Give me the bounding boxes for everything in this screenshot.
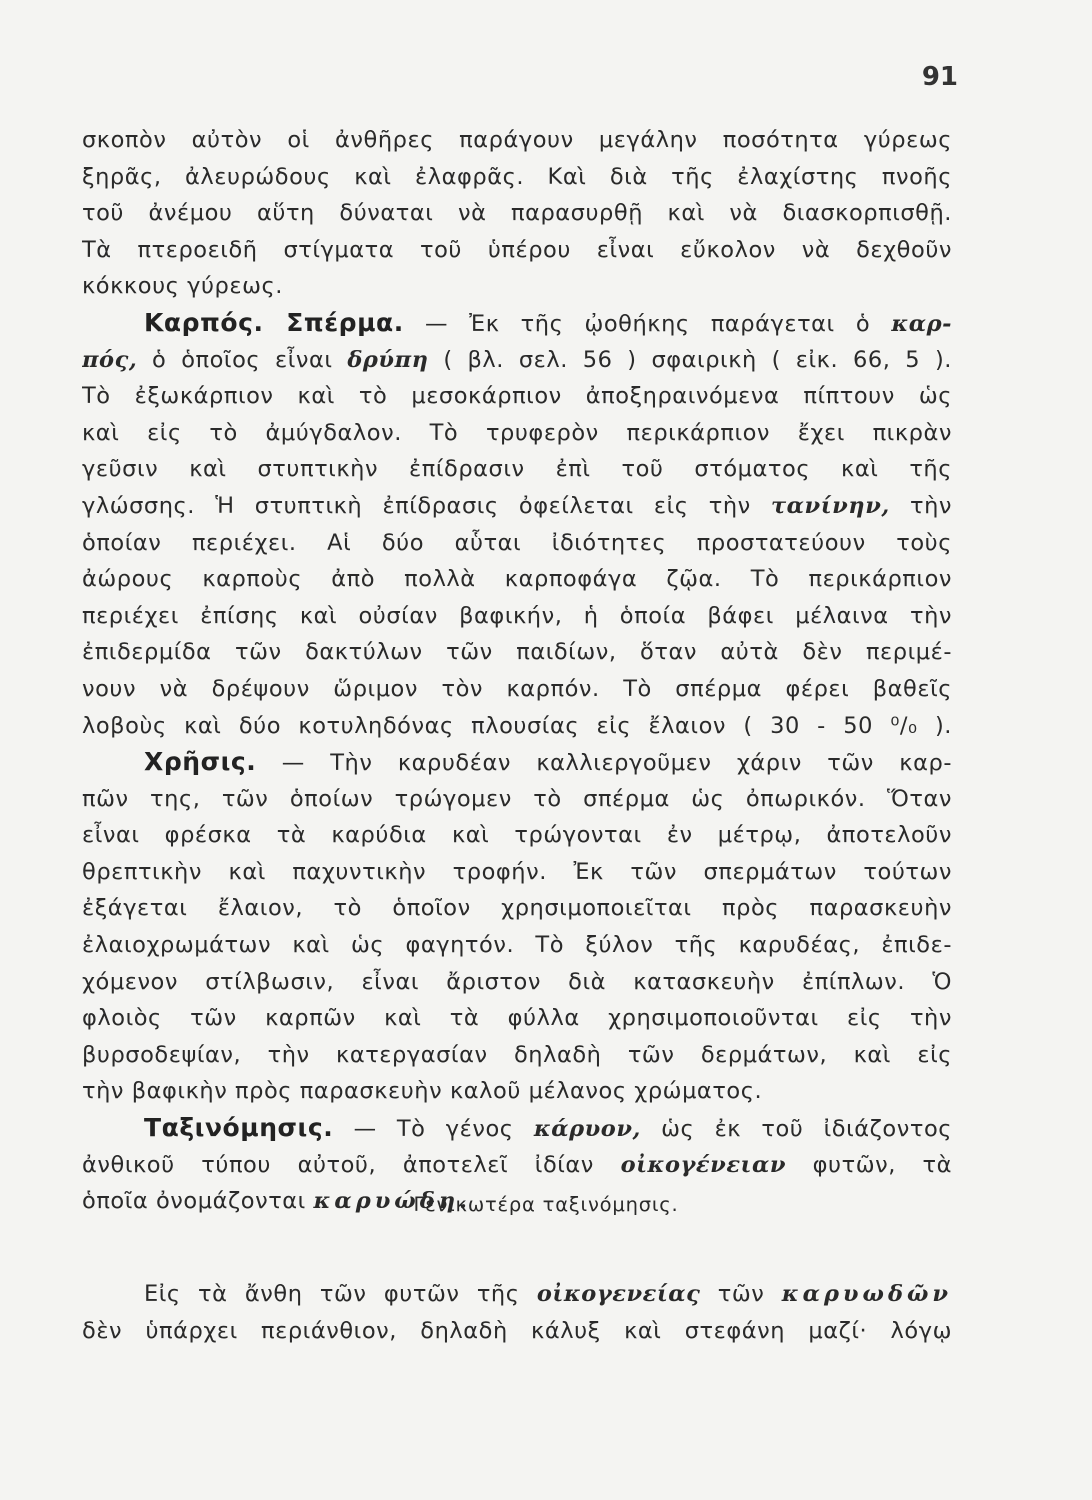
text-line: χόμενον στίλβωσιν, εἶναι ἄριστον διὰ κατασκευὴν ἐπίπλων. Ὁ bbox=[82, 968, 952, 995]
section-heading-chrisis: Χρῆσις. bbox=[144, 747, 257, 777]
term-italic: καρ- bbox=[891, 310, 952, 337]
text-line: σκοπὸν αὐτὸν οἱ ἀνθῆρες παράγουν μεγάλην ποσότητα γύρεως bbox=[82, 127, 952, 153]
text-line: γεῦσιν καὶ στυπτικὴν ἐπίδρασιν ἐπὶ τοῦ στόματος καὶ τῆς bbox=[82, 456, 952, 483]
text-span: φυτῶν, τὰ bbox=[812, 1151, 952, 1178]
text-span: — Τὸ γένος bbox=[353, 1116, 514, 1143]
term-italic: οἰκογενείας bbox=[536, 1281, 701, 1307]
text-span: ὁ ὁποῖος εἶναι bbox=[152, 346, 333, 373]
section-heading-taxinomisis: Ταξινόμησις. bbox=[144, 1113, 334, 1143]
term-italic: δρύπη bbox=[347, 346, 429, 373]
text-line: Τὸ ἐξωκάρπιον καὶ τὸ μεσοκάρπιον ἀποξηραινόμενα πίπτουν ὡς bbox=[82, 383, 952, 410]
text-line: ἐπιδερμίδα τῶν δακτύλων τῶν παιδίων, ὅταν αὐτὰ δὲν περιμέ- bbox=[82, 639, 952, 666]
text-line: Τὰ πτεροειδῆ στίγματα τοῦ ὑπέρου εἶναι εὔκολον νὰ δεχθοῦν bbox=[82, 236, 952, 263]
text-span: ὁποῖα ὀνομάζονται bbox=[82, 1188, 306, 1215]
text-line: κόκκους γύρεως. bbox=[82, 273, 283, 300]
term-italic-spaced: καρυώδη. bbox=[313, 1188, 471, 1215]
term-italic: οἰκογένειαν bbox=[620, 1151, 787, 1178]
text-line bbox=[82, 744, 952, 781]
text-line: ὁποίαν περιέχει. Αἱ δύο αὗται ἰδιότητες προστατεύουν τοὺς bbox=[82, 529, 952, 556]
term-italic: κάρυον, bbox=[533, 1116, 641, 1143]
text-line: τὴν βαφικὴν πρὸς παρασκευὴν καλοῦ μέλανος χρώματος. bbox=[82, 1078, 763, 1105]
text-line bbox=[82, 1147, 952, 1184]
text-line: ἐξάγεται ἔλαιον, τὸ ὁποῖον χρησιμοποιεῖται πρὸς παρασκευὴν bbox=[82, 895, 952, 922]
text-span: τῶν bbox=[717, 1281, 765, 1307]
text-line: δὲν ὑπάρχει περιάνθιον, δηλαδὴ κάλυξ καὶ στεφάνη μαζί· λόγῳ bbox=[82, 1317, 952, 1344]
text-span: ἀνθικοῦ τύπου αὐτοῦ, ἀποτελεῖ ἰδίαν bbox=[82, 1151, 594, 1178]
text-line: εἶναι φρέσκα τὰ καρύδια καὶ τρώγονται ἐν μέτρῳ, ἀποτελοῦν bbox=[82, 822, 952, 849]
final-text bbox=[82, 1276, 952, 1349]
text-line: βυρσοδεψίαν, τὴν κατεργασίαν δηλαδὴ τῶν δερμάτων, καὶ εἰς bbox=[82, 1041, 952, 1068]
text-span: ὡς ἐκ τοῦ ἰδιάζοντος bbox=[661, 1116, 952, 1143]
text-line bbox=[82, 305, 952, 342]
text-line: θρεπτικὴν καὶ παχυντικὴν τροφήν. Ἐκ τῶν σπερμάτων τούτων bbox=[82, 858, 952, 885]
text-line bbox=[82, 342, 952, 379]
page-number: 91 bbox=[921, 62, 958, 92]
main-text bbox=[82, 122, 952, 1220]
term-italic: πός, bbox=[82, 346, 138, 373]
text-span: Εἰς τὰ ἄνθη τῶν φυτῶν τῆς bbox=[144, 1281, 520, 1307]
text-line: φλοιὸς τῶν καρπῶν καὶ τὰ φύλλα χρησιμοποιοῦνται εἰς τὴν bbox=[82, 1005, 952, 1032]
text-span: τὴν bbox=[909, 492, 952, 519]
section-heading-karpos: Καρπός. Σπέρμα. bbox=[144, 307, 404, 337]
text-line: τοῦ ἀνέμου αὕτη δύναται νὰ παρασυρθῇ καὶ νὰ διασκορπισθῇ. bbox=[82, 200, 952, 227]
text-line: λοβοὺς καὶ δύο κοτυληδόνας πλουσίας εἰς ἔλαιον ( 30 - 50 ⁰/₀ ). bbox=[82, 712, 952, 739]
text-line: νουν νὰ δρέψουν ὥριμον τὸν καρπόν. Τὸ σπέρμα φέρει βαθεῖς bbox=[82, 675, 952, 702]
subheading-general-classification: Γενικωτέρα ταξινόμησις. bbox=[413, 1193, 679, 1216]
text-line: ξηρᾶς, ἀλευρώδους καὶ ἐλαφρᾶς. Καὶ διὰ τῆς ἐλαχίστης πνοῆς bbox=[82, 163, 952, 190]
text-line bbox=[82, 488, 952, 525]
text-line bbox=[82, 1110, 952, 1147]
text-line: ἐλαιοχρωμάτων καὶ ὡς φαγητόν. Τὸ ξύλον τῆς καρυδέας, ἐπιδε- bbox=[82, 932, 952, 959]
text-line: ἀώρους καρποὺς ἀπὸ πολλὰ καρποφάγα ζῷα. Τὸ περικάρπιον bbox=[82, 566, 952, 593]
text-line: πῶν της, τῶν ὁποίων τρώγομεν τὸ σπέρμα ὡς ὀπωρικόν. Ὅταν bbox=[82, 785, 952, 812]
text-line: περιέχει ἐπίσης καὶ οὐσίαν βαφικήν, ἡ ὁποία βάφει μέλαινα τὴν bbox=[82, 602, 952, 629]
term-italic-spaced: καρυωδῶν bbox=[781, 1281, 952, 1307]
text-span: γλώσσης. Ἡ στυπτικὴ ἐπίδρασις ὀφείλεται εἰς τὴν bbox=[82, 492, 751, 519]
term-italic: τανίνην, bbox=[770, 492, 890, 519]
text-span: — Τὴν καρυδέαν καλλιεργοῦμεν χάριν τῶν καρ- bbox=[281, 750, 952, 777]
text-line bbox=[82, 1276, 952, 1313]
text-span: — Ἐκ τῆς ᾠοθήκης παράγεται ὁ bbox=[424, 310, 871, 337]
text-line: καὶ εἰς τὸ ἀμύγδαλον. Τὸ τρυφερὸν περικάρπιον ἔχει πικρὰν bbox=[82, 419, 952, 446]
text-span: ( βλ. σελ. 56 ) σφαιρικὴ ( εἰκ. 66, 5 ). bbox=[443, 346, 952, 373]
